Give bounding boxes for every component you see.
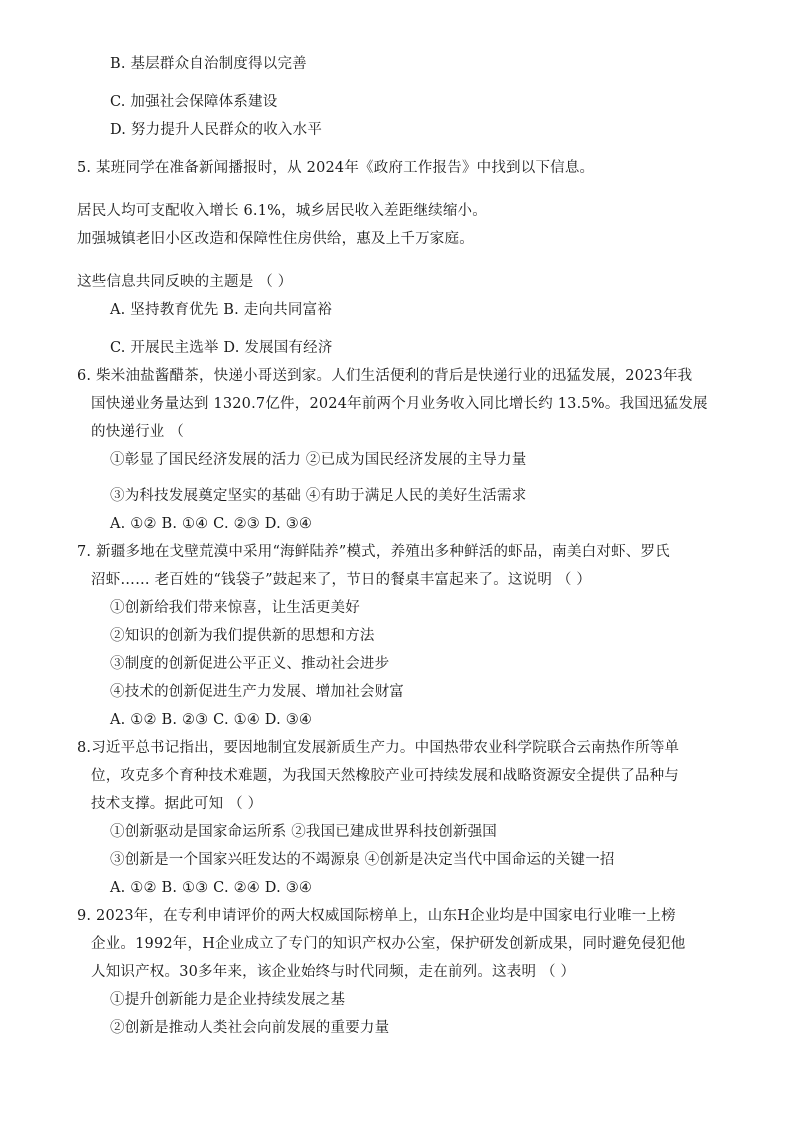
q6-items-34: ③为科技发展奠定坚实的基础 ④有助于满足人民的美好生活需求 — [110, 488, 527, 504]
q5-question: 这些信息共同反映的主题是 （ ） — [77, 274, 293, 290]
q9-line-1: 9. 2023年，在专利申请评价的两大权威国际榜单上，山东H企业均是中国家电行业唯一上榜 — [77, 908, 676, 924]
q9-item-2: ②创新是推动人类社会向前发展的重要力量 — [110, 1020, 390, 1036]
q7-options: A. ①② B. ②③ C. ①④ D. ③④ — [110, 712, 313, 728]
q9-item-1: ①提升创新能力是企业持续发展之基 — [110, 992, 346, 1008]
q7-line-1: 7. 新疆多地在戈壁荒漠中采用“海鲜陆养”模式，养殖出多种鲜活的虾品，南美白对虾、罗氏 — [77, 544, 670, 560]
q8-line-1: 8.习近平总书记指出，要因地制宜发展新质生产力。中国热带农业科学院联合云南热作所等单 — [77, 740, 680, 756]
q4-option-b: B. 基层群众自治制度得以完善 — [110, 56, 307, 72]
q8-line-2: 位，攻克多个育种技术难题，为我国天然橡胶产业可持续发展和战略资源安全提供了品种与 — [91, 768, 679, 784]
q5-info-2: 加强城镇老旧小区改造和保障性住房供给，惠及上千万家庭。 — [77, 231, 474, 247]
q5-stem: 5. 某班同学在准备新闻播报时，从 2024年《政府工作报告》中找到以下信息。 — [77, 160, 595, 176]
q4-option-d: D. 努力提升人民群众的收入水平 — [110, 122, 323, 138]
q8-options: A. ①② B. ①③ C. ②④ D. ③④ — [110, 880, 313, 896]
q8-items-34: ③创新是一个国家兴旺发达的不竭源泉 ④创新是决定当代中国命运的关键一招 — [110, 852, 615, 868]
q7-line-2: 沼虾…… 老百姓的“钱袋子”鼓起来了，节日的餐桌丰富起来了。这说明 （ ） — [91, 572, 592, 588]
q6-items-12: ①彰显了国民经济发展的活力 ②已成为国民经济发展的主导力量 — [110, 452, 527, 468]
q6-line-3: 的快递行业 （ — [91, 424, 185, 440]
q9-line-2: 企业。1992年，H企业成立了专门的知识产权办公室，保护研发创新成果，同时避免侵犯他 — [91, 936, 686, 952]
q7-item-2: ②知识的创新为我们提供新的思想和方法 — [110, 628, 375, 644]
q5-options-ab: A. 坚持教育优先 B. 走向共同富裕 — [110, 302, 332, 318]
q7-item-4: ④技术的创新促进生产力发展、增加社会财富 — [110, 684, 404, 700]
q9-line-3: 人知识产权。30多年来，该企业始终与时代同频，走在前列。这表明 （ ） — [91, 964, 576, 980]
q6-line-2: 国快递业务量达到 1320.7亿件，2024年前两个月业务收入同比增长约 13.5%。我国迅猛发展 — [91, 396, 708, 412]
q8-items-12: ①创新驱动是国家命运所系 ②我国已建成世界科技创新强国 — [110, 824, 498, 840]
q8-line-3: 技术支撑。据此可知 （ ） — [91, 796, 263, 812]
q6-line-1: 6. 柴米油盐酱醋茶，快递小哥送到家。人们生活便利的背后是快递行业的迅猛发展，2023年我 — [77, 368, 693, 384]
q5-info-1: 居民人均可支配收入增长 6.1%，城乡居民收入差距继续缩小。 — [77, 203, 487, 219]
q5-options-cd: C. 开展民主选举 D. 发展国有经济 — [110, 340, 333, 356]
q4-option-c: C. 加强社会保障体系建设 — [110, 94, 278, 110]
q7-item-3: ③制度的创新促进公平正义、推动社会进步 — [110, 656, 390, 672]
q6-options: A. ①② B. ①④ C. ②③ D. ③④ — [110, 516, 313, 532]
q7-item-1: ①创新给我们带来惊喜，让生活更美好 — [110, 600, 360, 616]
